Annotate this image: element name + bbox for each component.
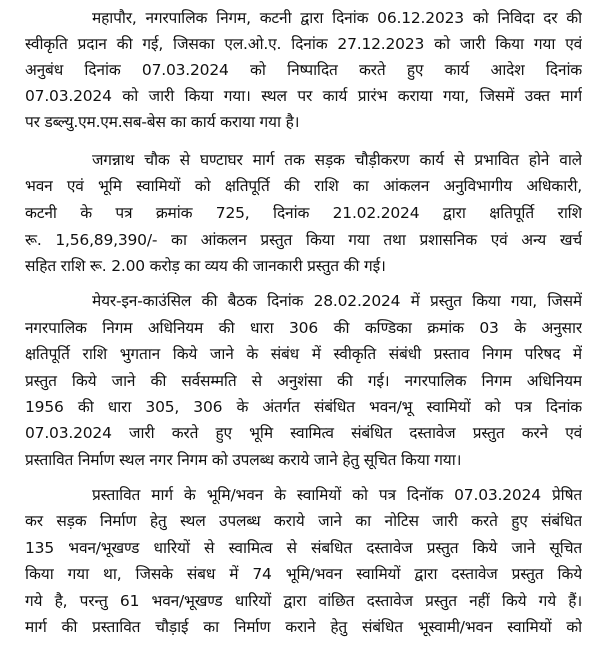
text-line: प्रस्तावित निर्माण स्थल नगर निगम को उपलब्ध कराये जाने हेतु सूचित किया गया। [25,451,462,469]
text-line: 07.03.2024 को जारी किया गया। स्थल पर कार्य प्रारंभ कराया गया, जिसमें उक्त मार्ग [25,87,582,105]
text-line: जगन्नाथ चौक से घण्टाघर मार्ग तक सड़क चौड़ीकरण कार्य से प्रभावित होने वाले [92,151,582,169]
text-line: 1956 की धारा 305, 306 के अंतर्गत संबंधित भवन/भू स्वामियों को पत्र दिनांक [25,398,582,416]
text-line: प्रस्तावित मार्ग के भूमि/भवन के स्वामियों को पत्र दिनॉक 07.03.2024 प्रेषित [92,486,582,504]
text-line: मार्ग की प्रस्तावित चौड़ाई का निर्माण कराने हेतु संबंधित भूस्वामी/भवन स्वामियों को [25,618,582,636]
text-line: कर सड़क निर्माण हेतु स्थल उपलब्ध कराये जाने का नोटिस जारी करते हुए संबंधित [25,512,582,530]
text-line: रू. 1,56,89,390/- का आंकलन प्रस्तुत किया गया तथा प्रशासनिक एवं अन्य खर्च [25,231,582,249]
text-line: कटनी के पत्र क्रमांक 725, दिनांक 21.02.2024 द्वारा क्षतिपूर्ति राशि [25,204,582,222]
text-line: महापौर, नगरपालिक निगम, कटनी द्वारा दिनांक 06.12.2023 को निविदा दर की [92,9,582,27]
text-line: मेयर-इन-काउंसिल की बैठक दिनांक 28.02.2024 में प्रस्तुत किया गया, जिसमें [92,292,582,310]
text-line: 135 भवन/भूखण्ड धारियों से स्वामित्व से संबधित दस्तावेज प्रस्तुत किये जाने सूचित [25,539,582,557]
text-line: गये है, परन्तु 61 भवन/भूखण्ड धारियों द्वारा वांछित दस्तावेज प्रस्तुत नहीं किये गये हैं। [25,592,582,610]
text-line: सहित राशि रू. 2.00 करोड़ का व्यय की जानकारी प्रस्तुत की गई। [25,257,386,275]
text-line: अनुबंध दिनांक 07.03.2024 को निष्पादित करते हुए कार्य आदेश दिनांक [25,61,582,79]
text-line: स्वीकृति प्रदान की गई, जिसका एल.ओ.ए. दिनांक 27.12.2023 को जारी किया गया एवं [25,35,582,53]
text-line: पर डब्ल्यु.एम.एम.सब-बेस का कार्य कराया गया है। [25,113,300,131]
text-line: क्षतिपूर्ति राशि भुगतान किये जाने के संबंध में स्वीकृति संबंधी प्रस्ताव निगम परिषद में [25,345,582,363]
text-line: नगरपालिक निगम अधिनियम की धारा 306 की कण्डिका क्रमांक 03 के अनुसार [25,319,582,337]
text-line: 07.03.2024 जारी करते हुए भूमि स्वामित्व संबंधित दस्तावेज प्रस्तुत करने एवं [25,424,582,442]
text-line: भवन एवं भूमि स्वामियों को क्षतिपूर्ति की राशि का आंकलन अनुविभागीय अधिकारी, [25,177,582,195]
text-line: किया गया था, जिसके संबध में 74 भूमि/भवन स्वामियों द्वारा दस्तावेज प्रस्तुत किये [25,565,582,583]
text-line: प्रस्तुत किये जाने की सर्वसम्मति से अनुशंसा की गई। नगरपालिक निगम अधिनियम [25,372,582,390]
